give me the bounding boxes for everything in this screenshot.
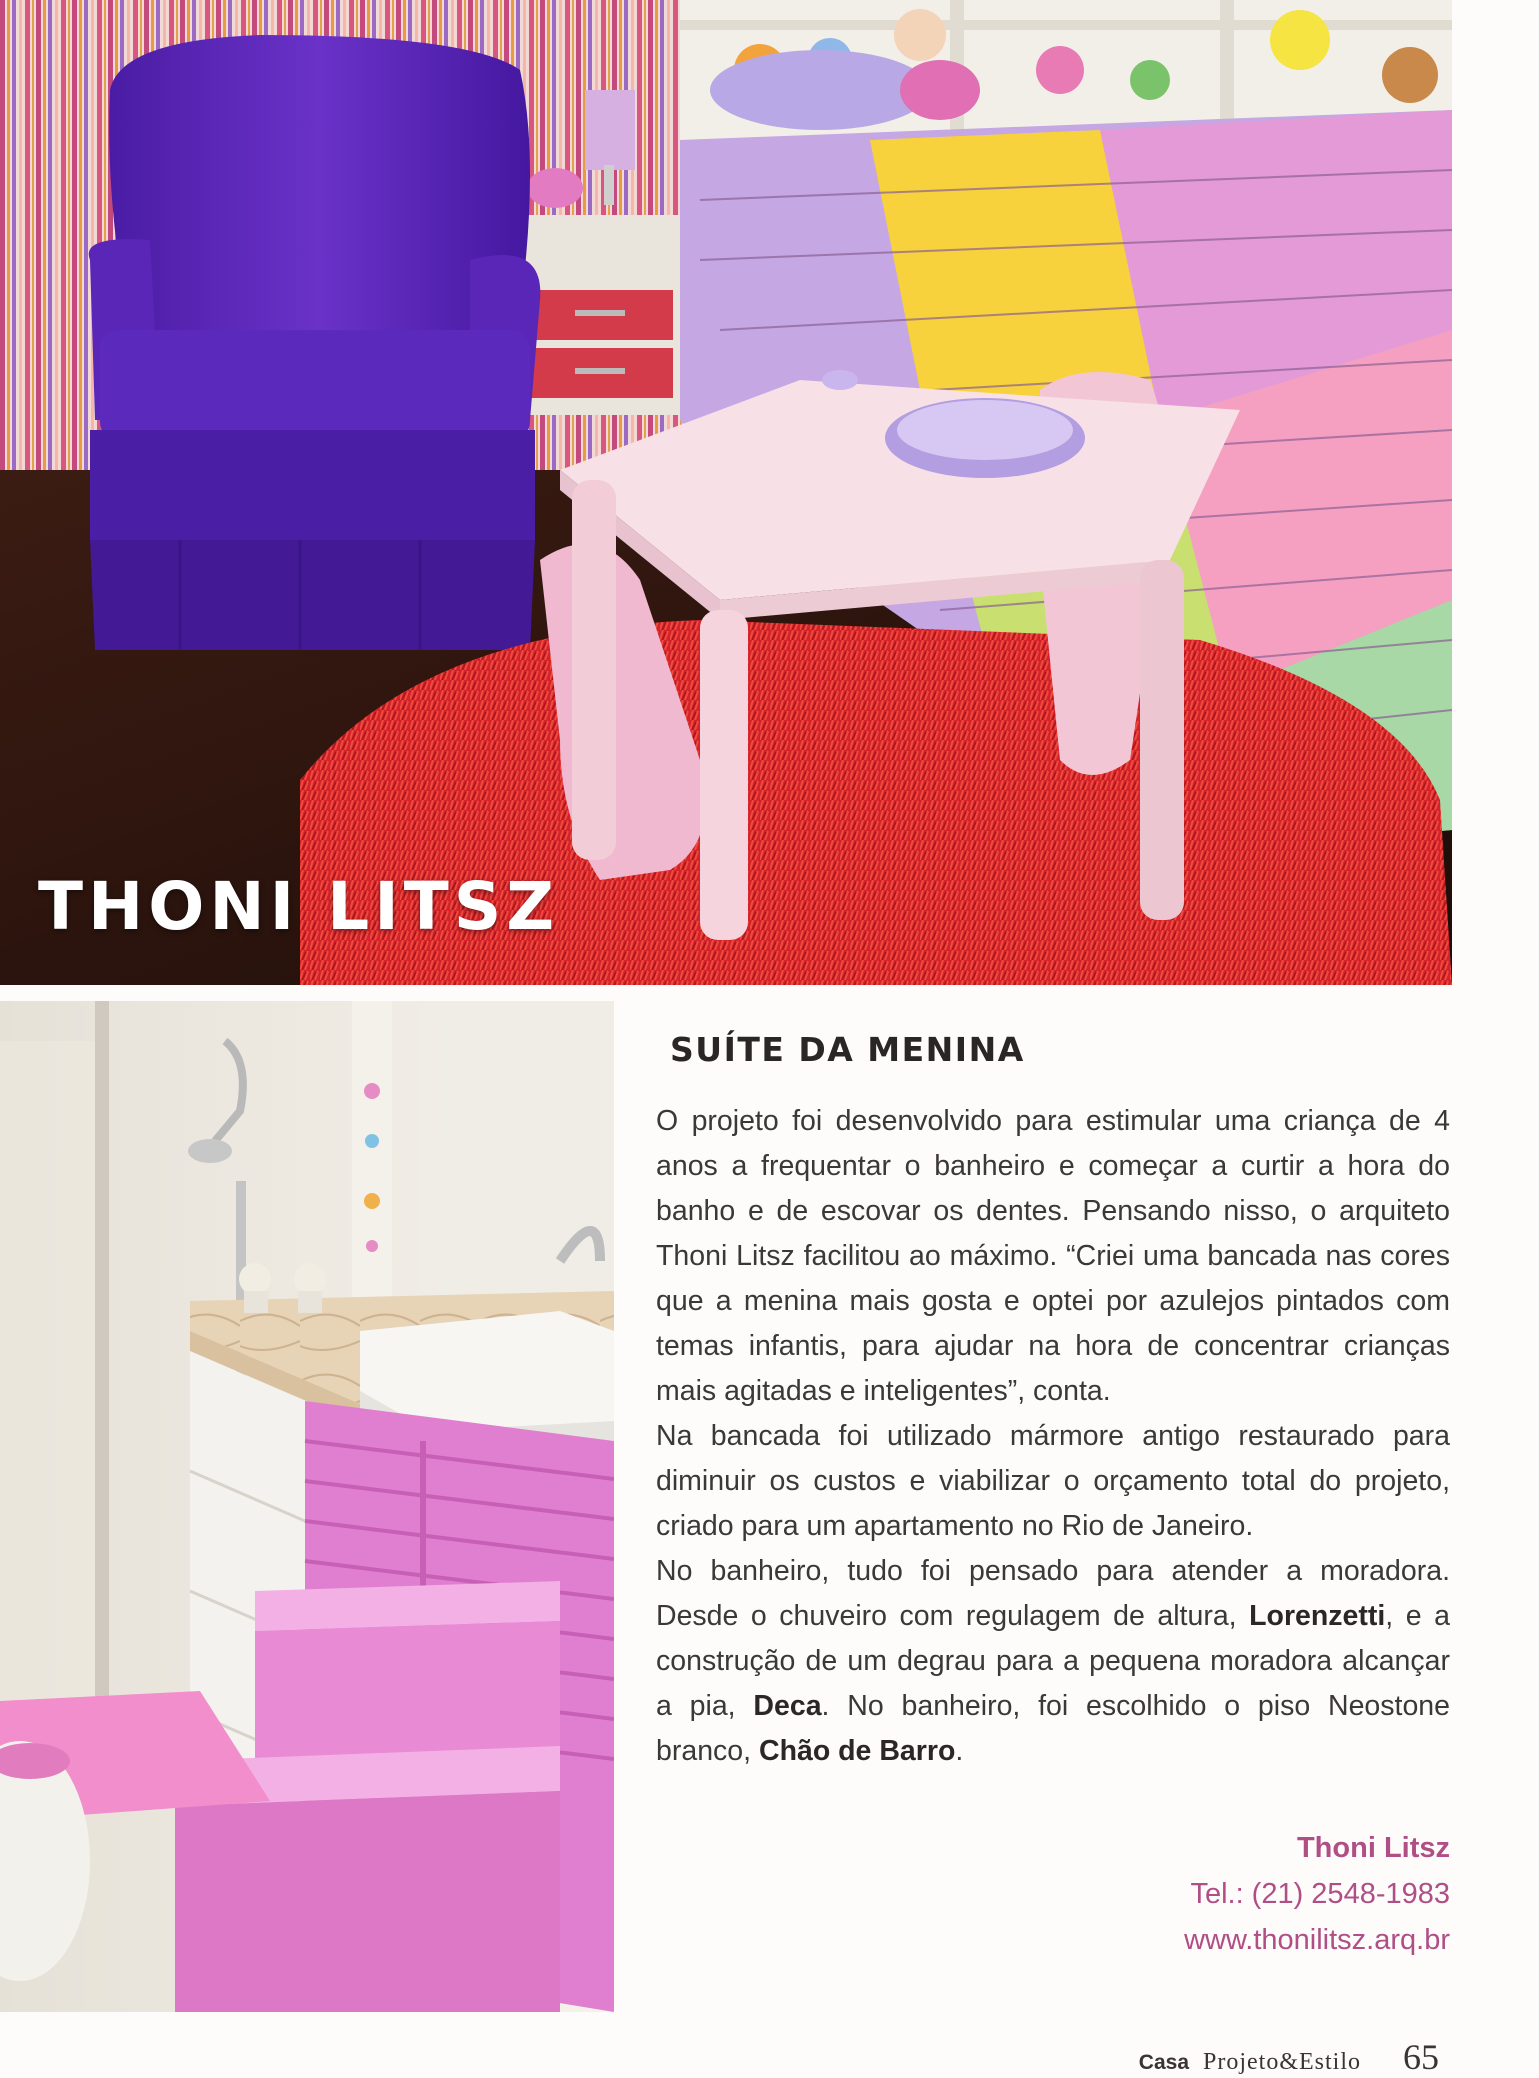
paragraph-3-text-c: . No banheiro, foi escolhido o piso Neostone branco, — [656, 1690, 1450, 1767]
article — [656, 1030, 1450, 1774]
article-heading: SUÍTE DA MENINA — [670, 1030, 1025, 1069]
paragraph-1: O projeto foi desenvolvido para estimular uma criança de 4 anos a frequentar o banheiro e começar a curtir a hora do banho e de escovar os dentes. Pensando nisso, o arquiteto Thoni Litsz facilitou ao máximo. “Criei uma bancada nas cores que a menina mais gosta e optei por azulejos pintados com temas infantis, para ajudar na hora de concentrar crianças mais agitadas e inteligentes”, conta. — [656, 1105, 1450, 1407]
brand-lorenzetti: Lorenzetti — [1249, 1600, 1386, 1632]
magazine-brand-name: Projeto&Estilo — [1203, 2049, 1361, 2075]
paragraph-3 — [656, 1549, 1450, 1774]
architect-website[interactable]: www.thonilitsz.arq.br — [1184, 1924, 1450, 1956]
page-footer — [1139, 2036, 1439, 2078]
brand-deca: Deca — [753, 1690, 822, 1722]
architect-phone: Tel.: (21) 2548-1983 — [1190, 1878, 1450, 1910]
paragraph-3-text-d: . — [955, 1735, 964, 1767]
brand-chao-de-barro: Chão de Barro — [758, 1735, 956, 1767]
hero-photo — [0, 0, 1452, 985]
paragraph-2: Na bancada foi utilizado mármore antigo restaurado para diminuir os custos e viabilizar o orçamento total do projeto, criado para um apartamento no Rio de Janeiro. — [656, 1420, 1450, 1542]
paragraph-3-text-a: No banheiro, tudo foi pensado para atender a moradora. Desde o chuveiro com regulagem de altura, — [656, 1555, 1450, 1632]
article-body — [656, 1099, 1450, 1774]
page-number: 65 — [1403, 2037, 1439, 2077]
magazine-brand-casa: Casa — [1138, 2051, 1189, 2074]
architect-name: Thoni Litsz — [1296, 1832, 1450, 1864]
bathroom-photo — [0, 1001, 614, 2012]
bedroom-photo-icon — [0, 0, 1452, 985]
page-title: THONI LITSZ — [38, 868, 560, 945]
paragraph-3-text-b: , e a construção de um degrau para a pequena moradora alcançar a pia, — [656, 1600, 1450, 1722]
architect-credits — [850, 1825, 1450, 1963]
bathroom-photo-icon — [0, 1001, 614, 2012]
